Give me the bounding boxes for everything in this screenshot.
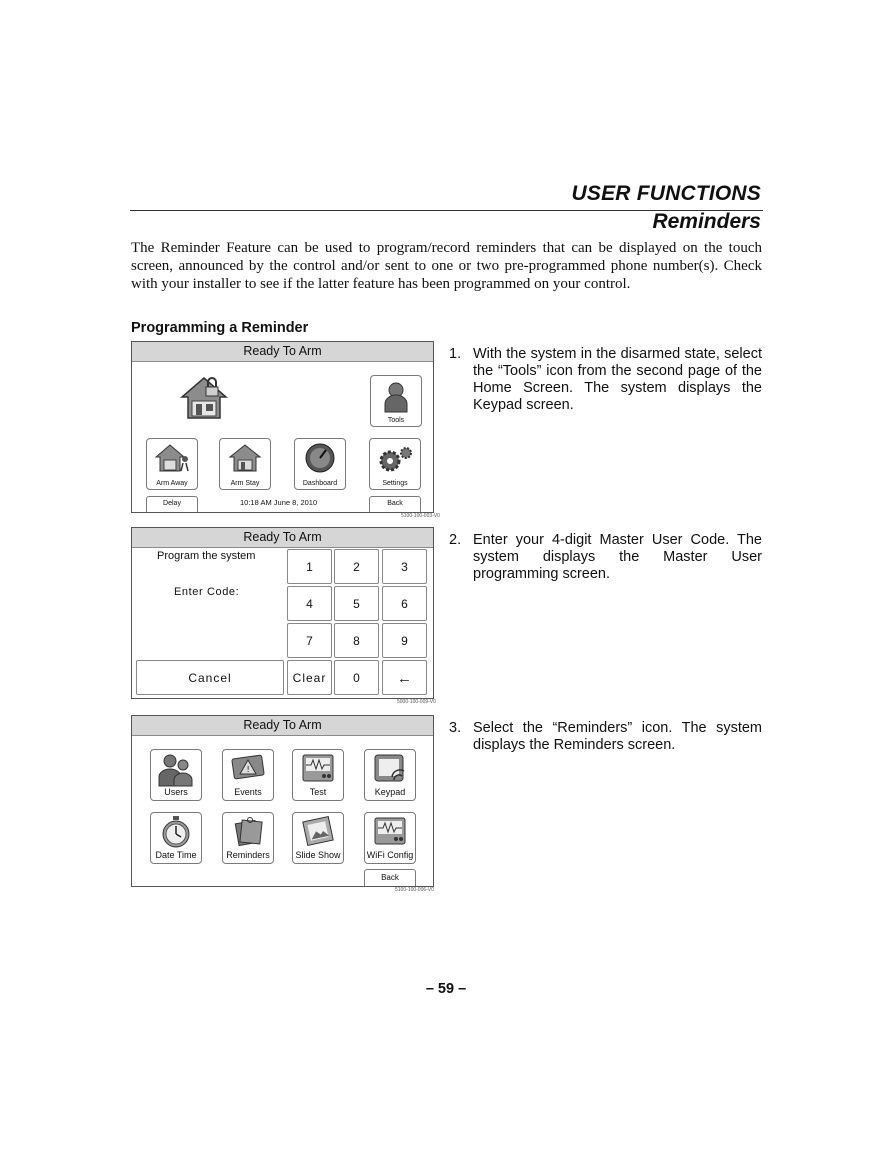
house-away-icon (155, 443, 189, 473)
section-heading: Programming a Reminder (131, 320, 309, 336)
key-5[interactable]: 5 (334, 586, 379, 621)
slide-show-button[interactable] (292, 812, 344, 864)
keypad-screen (131, 527, 434, 699)
status-bar: Ready To Arm (132, 342, 433, 362)
keypad-wifi-icon (372, 753, 408, 785)
backspace-button[interactable]: ← (382, 660, 427, 695)
key-7[interactable]: 7 (287, 623, 332, 658)
back-button[interactable]: Back (369, 496, 421, 512)
step-3 (449, 720, 762, 754)
dashboard-button[interactable] (294, 438, 346, 490)
test-button[interactable] (292, 749, 344, 801)
step-text: Select the “Reminders” icon. The system displays the Reminders screen. (473, 720, 762, 753)
slide-show-label: Slide Show (295, 850, 341, 860)
key-6[interactable]: 6 (382, 586, 427, 621)
arm-away-label: Arm Away (156, 480, 188, 487)
events-icon (230, 754, 266, 786)
keypad-button[interactable] (364, 749, 416, 801)
figure-id: 5000-100-009-V0 (397, 699, 436, 705)
step-1 (449, 346, 762, 414)
cancel-button[interactable]: Cancel (136, 660, 284, 695)
step-number: 3. (449, 720, 462, 736)
home-screen (131, 341, 434, 513)
keypad-label: Keypad (374, 787, 406, 797)
page-number: – 59 – (425, 981, 467, 997)
tools-label: Tools (387, 417, 405, 424)
delay-button[interactable]: Delay (146, 496, 198, 512)
stopwatch-icon (161, 815, 191, 849)
users-label: Users (164, 787, 188, 797)
master-user-screen (131, 715, 434, 887)
key-9[interactable]: 9 (382, 623, 427, 658)
test-icon (301, 753, 335, 785)
test-label: Test (309, 787, 327, 797)
key-2[interactable]: 2 (334, 549, 379, 584)
date-time-label: Date Time (155, 850, 197, 860)
section-title: USER FUNCTIONS (571, 182, 761, 205)
page-subtitle: Reminders (652, 210, 761, 233)
settings-label: Settings (382, 480, 408, 487)
status-bar: Ready To Arm (132, 716, 433, 736)
key-1[interactable]: 1 (287, 549, 332, 584)
figure-id: 5100-100-003-V0 (401, 513, 440, 519)
step-text: Enter your 4-digit Master User Code. The system displays the Master User programming screen. (473, 532, 762, 582)
date-time: 10:18 AM June 8, 2010 (240, 498, 318, 507)
figure-id: 5100-100-006-V0 (395, 887, 434, 893)
key-0[interactable]: 0 (334, 660, 379, 695)
svg-text:!: ! (246, 765, 250, 774)
settings-button[interactable] (369, 438, 421, 490)
enter-code-label: Enter Code: (174, 586, 240, 598)
users-button[interactable] (150, 749, 202, 801)
wifi-config-label: WiFi Config (366, 850, 414, 860)
reminders-icon (231, 816, 265, 848)
house-stay-icon (228, 443, 262, 473)
step-number: 2. (449, 532, 462, 548)
key-3[interactable]: 3 (382, 549, 427, 584)
date-time-button[interactable] (150, 812, 202, 864)
tools-button[interactable] (370, 375, 422, 427)
wifi-config-button[interactable] (364, 812, 416, 864)
events-label: Events (234, 787, 262, 797)
status-bar: Ready To Arm (132, 528, 433, 548)
back-button[interactable]: Back (364, 869, 416, 886)
step-text: With the system in the disarmed state, select the “Tools” icon from the second page of the Home Screen. The system displays the Keypad screen. (473, 346, 762, 413)
events-button[interactable] (222, 749, 274, 801)
key-8[interactable]: 8 (334, 623, 379, 658)
clear-button[interactable]: Clear (287, 660, 332, 695)
wifi-config-icon (373, 816, 407, 848)
program-prompt: Program the system (157, 550, 256, 562)
key-4[interactable]: 4 (287, 586, 332, 621)
user-icon (383, 381, 409, 413)
arm-stay-button[interactable] (219, 438, 271, 490)
picture-icon (301, 816, 335, 848)
gear-icon (375, 444, 415, 474)
step-number: 1. (449, 346, 462, 362)
arm-away-button[interactable] (146, 438, 198, 490)
reminders-button[interactable] (222, 812, 274, 864)
house-status-icon (180, 375, 228, 421)
dashboard-icon (304, 442, 336, 474)
users-icon (156, 752, 196, 788)
step-2 (449, 532, 762, 583)
dashboard-label: Dashboard (302, 480, 338, 487)
reminders-label: Reminders (226, 850, 270, 860)
intro-paragraph: The Reminder Feature can be used to program/record reminders that can be displayed on the touch screen, announced by the control and/or sent to one or two pre-programmed phone number(s). Check with your installer to see if the latter feature has been programmed on your control. (131, 240, 762, 292)
arm-stay-label: Arm Stay (230, 480, 260, 487)
